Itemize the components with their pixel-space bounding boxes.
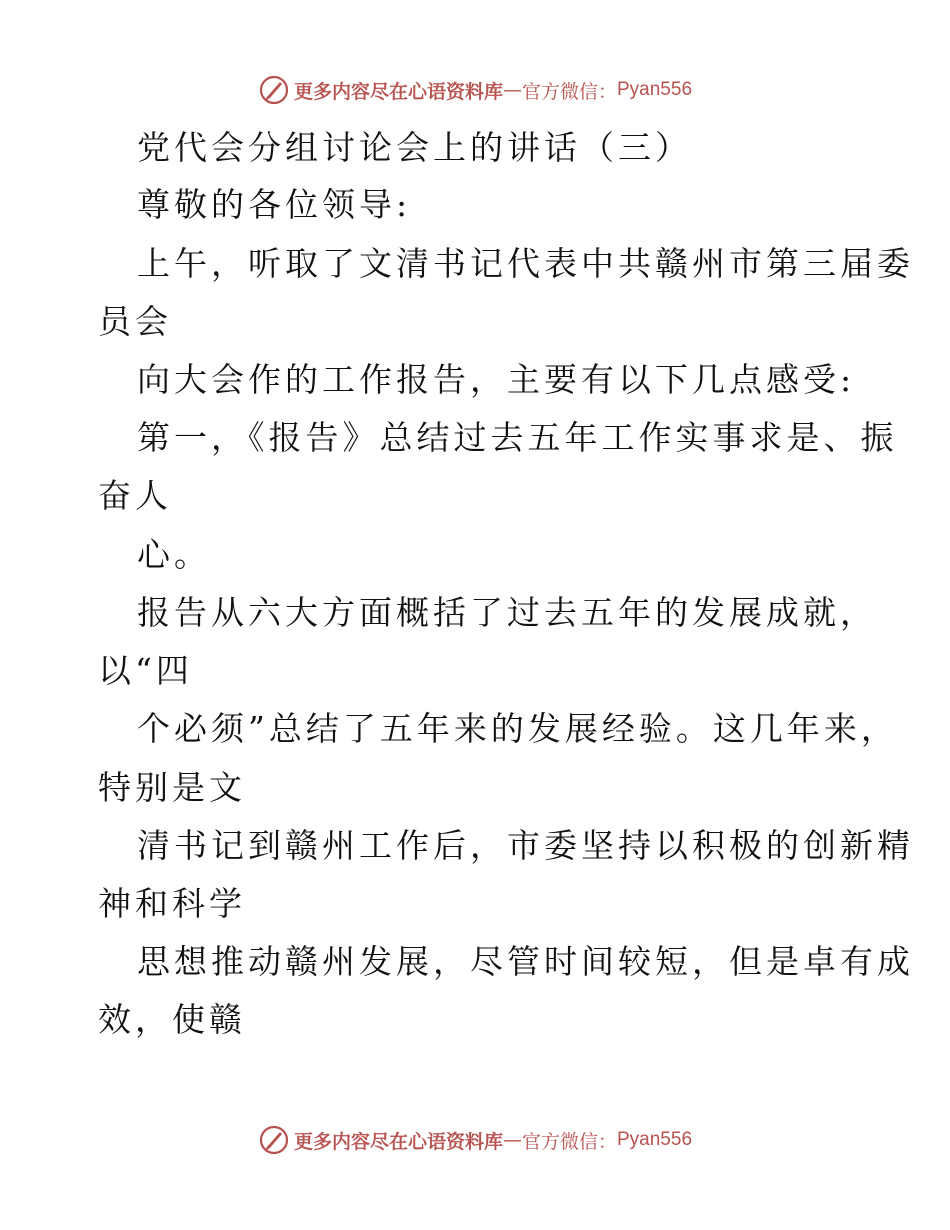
paragraph-line: 效，使赣 [98, 1000, 246, 1039]
banner-wechat-id: Pyan556 [617, 79, 693, 100]
banner-wechat-label: 官方微信： [521, 80, 617, 103]
paragraph-line: 向大会作的工作报告，主要有以下几点感受: [137, 360, 856, 399]
banner-main-text: 更多内容尽在心语资料库 [293, 80, 503, 103]
banner-main-text: 更多内容尽在心语资料库 [293, 1130, 503, 1153]
banner-wechat-label: 官方微信： [521, 1130, 617, 1153]
paragraph-line: 个必须”总结了五年来的发展经验。这几年来， [137, 709, 898, 748]
paragraph-line: 报告从六大方面概括了过去五年的发展成就， [137, 593, 877, 632]
quill-logo-icon [258, 1124, 290, 1156]
banner-dash: — [502, 1129, 522, 1151]
salutation: 尊敬的各位领导: [137, 185, 412, 224]
paragraph-line: 以“四 [98, 651, 193, 690]
paragraph-line: 奋人 [98, 476, 172, 515]
paragraph-line: 思想推动赣州发展，尽管时间较短，但是卓有成 [137, 942, 914, 981]
paragraph-line: 第一，《报告》总结过去五年工作实事求是、振 [137, 418, 898, 457]
paragraph-line: 特别是文 [98, 768, 246, 807]
quill-logo-icon [258, 74, 290, 106]
document-title: 党代会分组讨论会上的讲话（三） [137, 128, 692, 167]
footer-watermark-banner [0, 1120, 950, 1160]
paragraph-line: 清书记到赣州工作后，市委坚持以积极的创新精 [137, 826, 914, 865]
header-watermark-banner [0, 70, 950, 110]
banner-dash: — [502, 79, 522, 101]
paragraph-line: 员会 [98, 302, 172, 341]
paragraph-line: 神和科学 [98, 884, 246, 923]
paragraph-line: 上午，听取了文清书记代表中共赣州市第三届委 [137, 244, 914, 283]
banner-wechat-id: Pyan556 [617, 1129, 693, 1150]
paragraph-line: 心。 [137, 535, 211, 574]
